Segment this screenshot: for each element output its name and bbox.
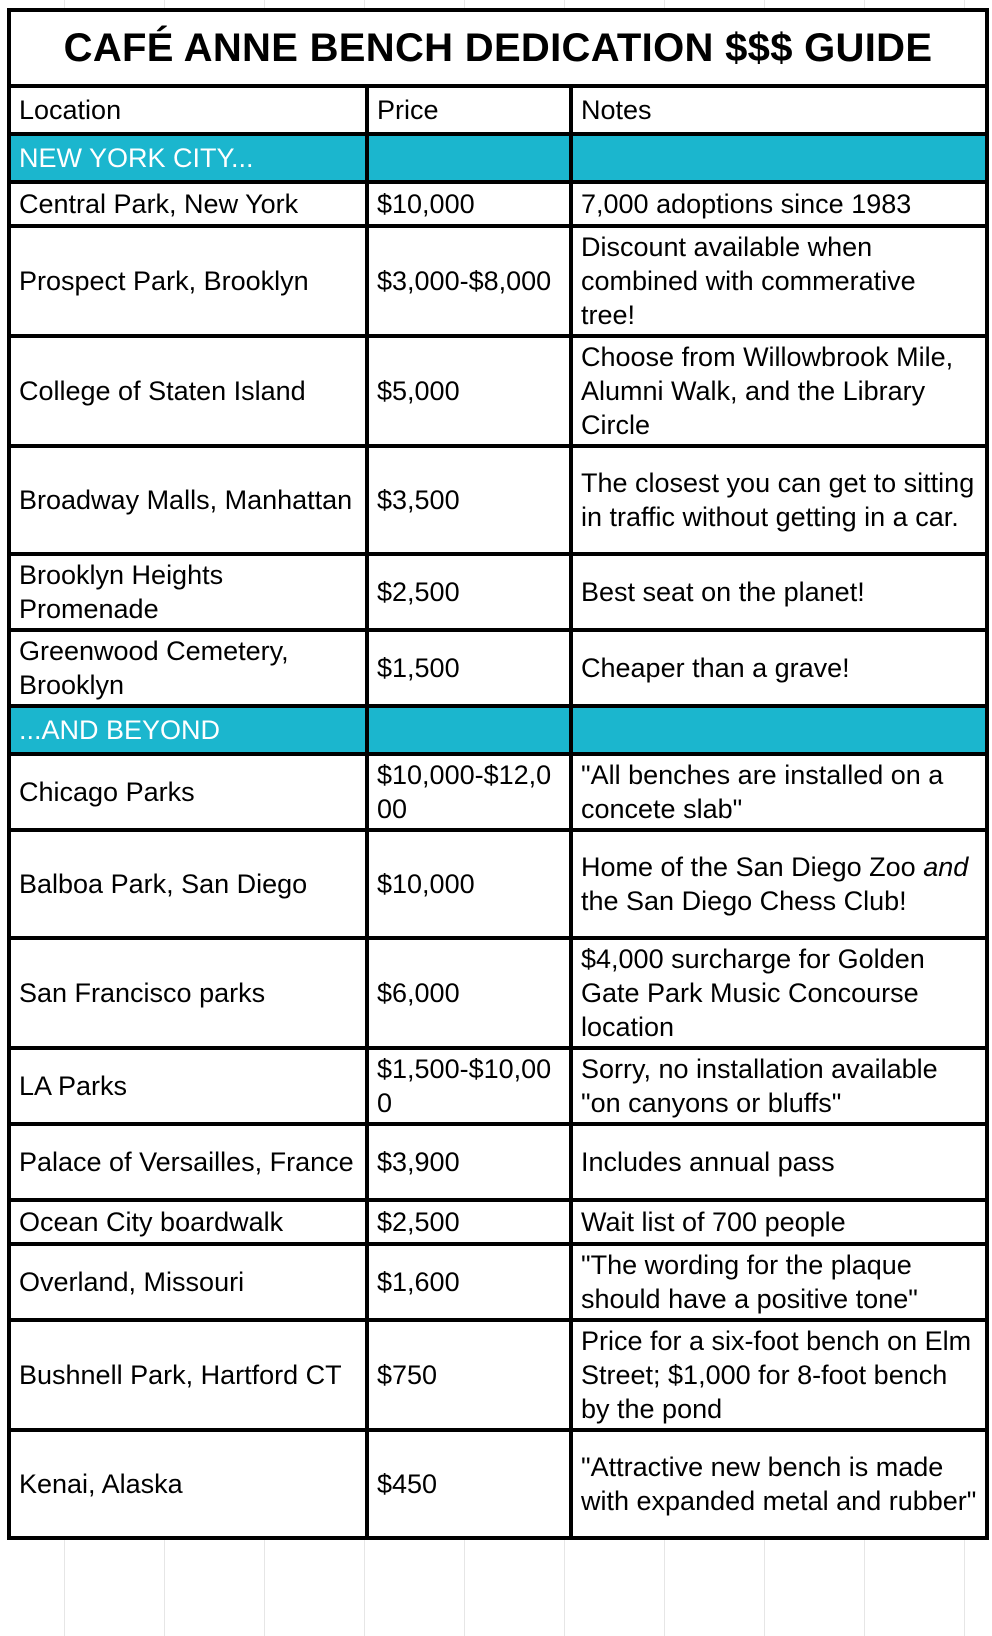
price-cell: $1,500-$10,000 (367, 1048, 571, 1124)
location-cell: Prospect Park, Brooklyn (9, 226, 367, 336)
section-row (9, 706, 987, 754)
section-filler-cell (571, 134, 987, 182)
location-cell: Broadway Malls, Manhattan (9, 446, 367, 554)
location-cell: Palace of Versailles, France (9, 1124, 367, 1200)
table-row (9, 1200, 987, 1244)
notes-cell: "The wording for the plaque should have a positive tone" (571, 1244, 987, 1320)
notes-cell: Choose from Willowbrook Mile, Alumni Walk, and the Library Circle (571, 336, 987, 446)
price-cell: $750 (367, 1320, 571, 1430)
table-row (9, 630, 987, 706)
table-row (9, 446, 987, 554)
column-header-price: Price (367, 86, 571, 134)
price-cell: $1,500 (367, 630, 571, 706)
price-cell: $3,900 (367, 1124, 571, 1200)
notes-cell: The closest you can get to sitting in traffic without getting in a car. (571, 446, 987, 554)
location-cell: San Francisco parks (9, 938, 367, 1048)
table-row (9, 554, 987, 630)
bench-price-table (7, 8, 989, 1540)
price-cell: $450 (367, 1430, 571, 1538)
notes-cell: Price for a six-foot bench on Elm Street; $1,000 for 8-foot bench by the pond (571, 1320, 987, 1430)
table-row (9, 830, 987, 938)
table-row (9, 226, 987, 336)
price-cell: $3,500 (367, 446, 571, 554)
notes-cell: Sorry, no installation available "on canyons or bluffs" (571, 1048, 987, 1124)
location-cell: Brooklyn Heights Promenade (9, 554, 367, 630)
column-header-location: Location (9, 86, 367, 134)
notes-cell (571, 830, 987, 938)
location-cell: Chicago Parks (9, 754, 367, 830)
location-cell: Greenwood Cemetery, Brooklyn (9, 630, 367, 706)
notes-cell: $4,000 surcharge for Golden Gate Park Music Concourse location (571, 938, 987, 1048)
table-row (9, 938, 987, 1048)
location-cell: Ocean City boardwalk (9, 1200, 367, 1244)
location-cell: Overland, Missouri (9, 1244, 367, 1320)
table-row (9, 1430, 987, 1538)
location-cell: College of Staten Island (9, 336, 367, 446)
price-cell: $1,600 (367, 1244, 571, 1320)
table-row (9, 1048, 987, 1124)
table-row (9, 1124, 987, 1200)
price-cell: $10,000 (367, 182, 571, 226)
location-cell: Kenai, Alaska (9, 1430, 367, 1538)
price-cell: $10,000-$12,000 (367, 754, 571, 830)
table-row (9, 1244, 987, 1320)
location-cell: Balboa Park, San Diego (9, 830, 367, 938)
notes-cell: 7,000 adoptions since 1983 (571, 182, 987, 226)
notes-text-part: the San Diego Chess Club! (581, 886, 907, 916)
table-row (9, 182, 987, 226)
price-cell: $2,500 (367, 1200, 571, 1244)
section-label: NEW YORK CITY... (9, 134, 367, 182)
header-row (9, 86, 987, 134)
title-row (9, 10, 987, 86)
notes-cell: "Attractive new bench is made with expanded metal and rubber" (571, 1430, 987, 1538)
price-cell: $10,000 (367, 830, 571, 938)
price-cell: $2,500 (367, 554, 571, 630)
section-filler-cell (367, 134, 571, 182)
table-row (9, 754, 987, 830)
notes-cell: Includes annual pass (571, 1124, 987, 1200)
notes-text-part: Home of the San Diego Zoo (581, 852, 924, 882)
section-row (9, 134, 987, 182)
location-cell: LA Parks (9, 1048, 367, 1124)
notes-emphasis-part: and (923, 852, 969, 882)
price-cell: $5,000 (367, 336, 571, 446)
table-row (9, 336, 987, 446)
section-filler-cell (367, 706, 571, 754)
location-cell: Central Park, New York (9, 182, 367, 226)
notes-cell: "All benches are installed on a concete slab" (571, 754, 987, 830)
table-title: CAFÉ ANNE BENCH DEDICATION $$$ GUIDE (9, 10, 987, 86)
price-cell: $6,000 (367, 938, 571, 1048)
table-body (9, 134, 987, 1538)
price-cell: $3,000-$8,000 (367, 226, 571, 336)
section-filler-cell (571, 706, 987, 754)
notes-cell: Discount available when combined with commerative tree! (571, 226, 987, 336)
column-header-notes: Notes (571, 86, 987, 134)
notes-cell: Best seat on the planet! (571, 554, 987, 630)
section-label: ...AND BEYOND (9, 706, 367, 754)
location-cell: Bushnell Park, Hartford CT (9, 1320, 367, 1430)
notes-cell: Wait list of 700 people (571, 1200, 987, 1244)
table-row (9, 1320, 987, 1430)
notes-cell: Cheaper than a grave! (571, 630, 987, 706)
